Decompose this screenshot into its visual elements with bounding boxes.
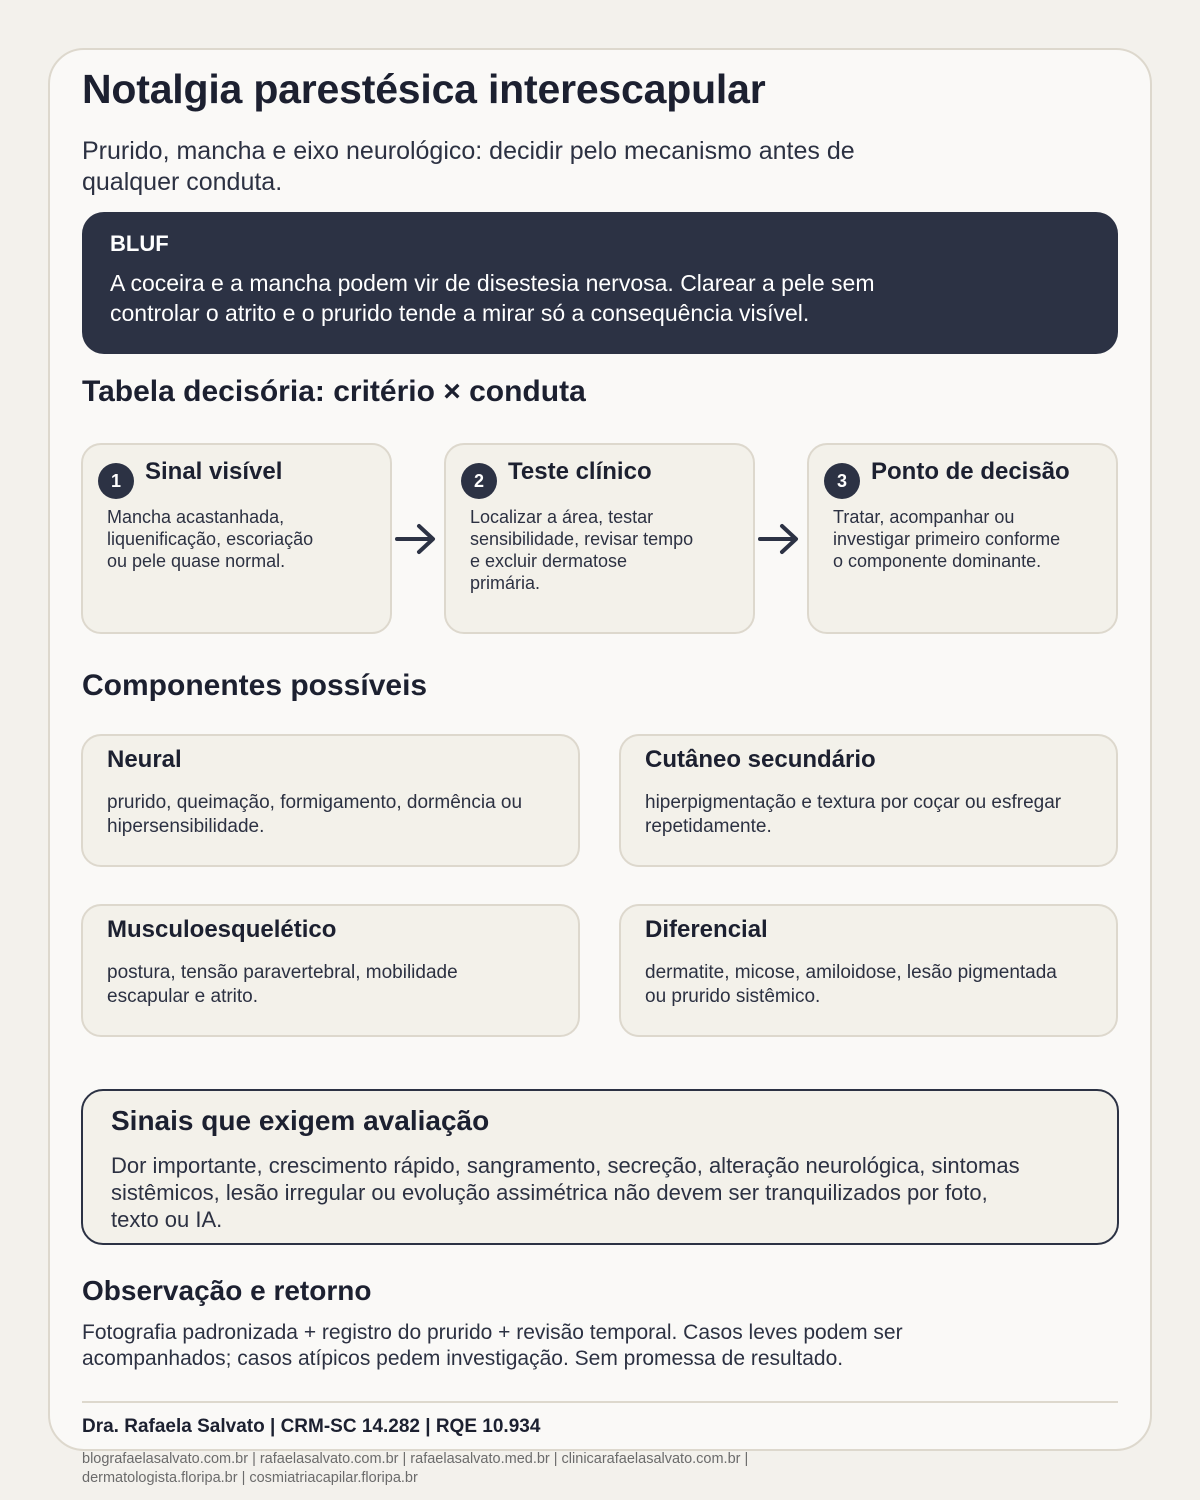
step-card-2 xyxy=(444,443,755,634)
step-text: Localizar a área, testar sensibilidade, revisar tempo e excluir dermatose primária. xyxy=(470,507,694,593)
bluf-label: BLUF xyxy=(110,231,169,256)
component-text: hiperpigmentação e textura por coçar ou esfregar repetidamente. xyxy=(645,792,1062,837)
warning-signs-text: Dor importante, crescimento rápido, sangramento, secreção, alteração neurológica, sintomas sistêmicos, lesão irregular ou evolução assimétrica não devem ser tranquilizados por foto, texto ou IA. xyxy=(111,1153,1020,1232)
step-title: Ponto de decisão xyxy=(871,458,1070,485)
component-title: Neural xyxy=(107,746,182,773)
observation-text: Fotografia padronizada + registro do prurido + revisão temporal. Casos leves podem ser acompanhados; casos atípicos pedem investigação. Sem promessa de resultado. xyxy=(82,1321,903,1370)
component-card-musculoskeletal xyxy=(81,904,580,1037)
arrow-right-icon xyxy=(394,519,438,559)
bluf-box xyxy=(82,212,1118,354)
step-title: Teste clínico xyxy=(508,458,652,485)
component-text: postura, tensão paravertebral, mobilidade escapular e atrito. xyxy=(107,962,458,1007)
component-card-differential xyxy=(619,904,1118,1037)
arrow-right-icon xyxy=(757,519,801,559)
step-text: Mancha acastanhada, liquenificação, escoriação ou pele quase normal. xyxy=(107,507,314,571)
step-number-badge: 1 xyxy=(98,463,134,499)
component-text: dermatite, micose, amiloidose, lesão pigmentada ou prurido sistêmico. xyxy=(645,962,1057,1007)
component-card-cutaneous xyxy=(619,734,1118,867)
observation-heading: Observação e retorno xyxy=(82,1275,372,1306)
page-subtitle: Prurido, mancha e eixo neurológico: decidir pelo mecanismo antes de qualquer conduta. xyxy=(82,137,855,196)
component-text: prurido, queimação, formigamento, dormência ou hipersensibilidade. xyxy=(107,792,523,837)
step-number-badge: 3 xyxy=(824,463,860,499)
decision-table-heading: Tabela decisória: critério × conduta xyxy=(82,375,586,408)
component-title: Musculoesquelético xyxy=(107,916,337,943)
warning-signs-title: Sinais que exigem avaliação xyxy=(111,1105,490,1136)
footer-divider xyxy=(82,1401,1118,1403)
author-signature: Dra. Rafaela Salvato | CRM-SC 14.282 | RQE 10.934 xyxy=(82,1416,541,1437)
component-title: Diferencial xyxy=(645,916,768,943)
bluf-text: A coceira e a mancha podem vir de disestesia nervosa. Clarear a pele sem controlar o atrito e o prurido tende a mirar só a consequência visível. xyxy=(110,270,875,326)
step-text: Tratar, acompanhar ou investigar primeiro conforme o componente dominante. xyxy=(833,507,1061,571)
page-title: Notalgia parestésica interescapular xyxy=(82,66,766,112)
component-title: Cutâneo secundário xyxy=(645,746,876,773)
step-card-3 xyxy=(807,443,1118,634)
step-title: Sinal visível xyxy=(145,458,283,485)
components-heading: Componentes possíveis xyxy=(82,669,428,702)
component-card-neural xyxy=(81,734,580,867)
step-number-badge: 2 xyxy=(461,463,497,499)
step-card-1 xyxy=(81,443,392,634)
warning-signs-box xyxy=(81,1089,1119,1245)
website-list: blografaelasalvato.com.br | rafaelasalvato.com.br | rafaelasalvato.med.br | clinicarafaelasalvato.com.br | dermatologista.floripa.br | cosmiatriacapilar.floripa.br xyxy=(82,1451,749,1486)
